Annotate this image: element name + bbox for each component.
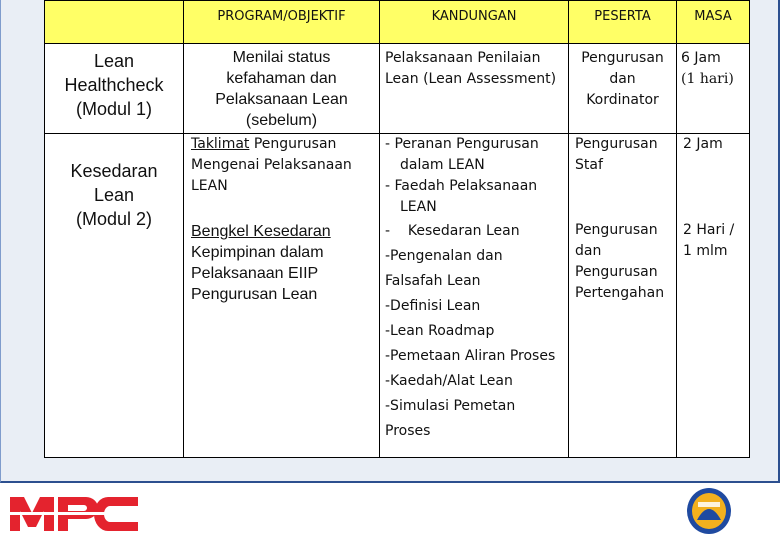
header-peserta: PESERTA <box>594 9 651 24</box>
footer <box>0 483 780 540</box>
module-2-content-a: - Peranan Pengurusan dalam LEAN - Faedah Pelaksanaan LEAN <box>385 136 539 215</box>
col-divider <box>676 1 677 457</box>
module-1-participants: Pengurusan dan Kordinator <box>581 50 664 108</box>
module-1-duration: 6 Jam (1 hari) <box>681 50 734 87</box>
header-program: PROGRAM/OBJEKTIF <box>217 9 346 24</box>
module-2-participants-a: Pengurusan Staf <box>575 136 658 173</box>
program-table <box>44 0 750 458</box>
module-1-title: Lean Healthcheck (Modul 1) <box>64 51 164 119</box>
module-2-duration-b: 2 Hari / 1 mlm <box>683 222 735 259</box>
module-2-workshop: Bengkel Kesedaran Kepimpinan dalam Pelaksanaan EIIP Pengurusan Lean <box>191 223 331 303</box>
module-2-briefing: Taklimat Pengurusan Mengenai Pelaksanaan LEAN <box>191 136 352 194</box>
module-2-content-b: - Kesedaran Lean -Pengenalan dan Falsafah Lean -Definisi Lean -Lean Roadmap -Pemetaan Aliran Proses -Kaedah/Alat Lean -Simulasi Pemetan Proses <box>385 223 556 439</box>
header-masa: MASA <box>694 9 732 24</box>
col-divider <box>379 1 380 457</box>
module-1-objective: Menilai status kefahaman dan Pelaksanaan Lean (sebelum) <box>215 49 348 129</box>
module-2-participants-b: Pengurusan dan Pengurusan Pertengahan <box>575 222 665 301</box>
module-1-content: Pelaksanaan Penilaian Lean (Lean Assessment) <box>385 50 557 87</box>
organization-emblem <box>685 486 733 536</box>
module-2-duration-a: 2 Jam <box>683 136 723 152</box>
header-kandungan: KANDUNGAN <box>431 9 517 24</box>
module-2-title: Kesedaran Lean (Modul 2) <box>70 161 158 229</box>
mpc-logo <box>10 493 140 533</box>
